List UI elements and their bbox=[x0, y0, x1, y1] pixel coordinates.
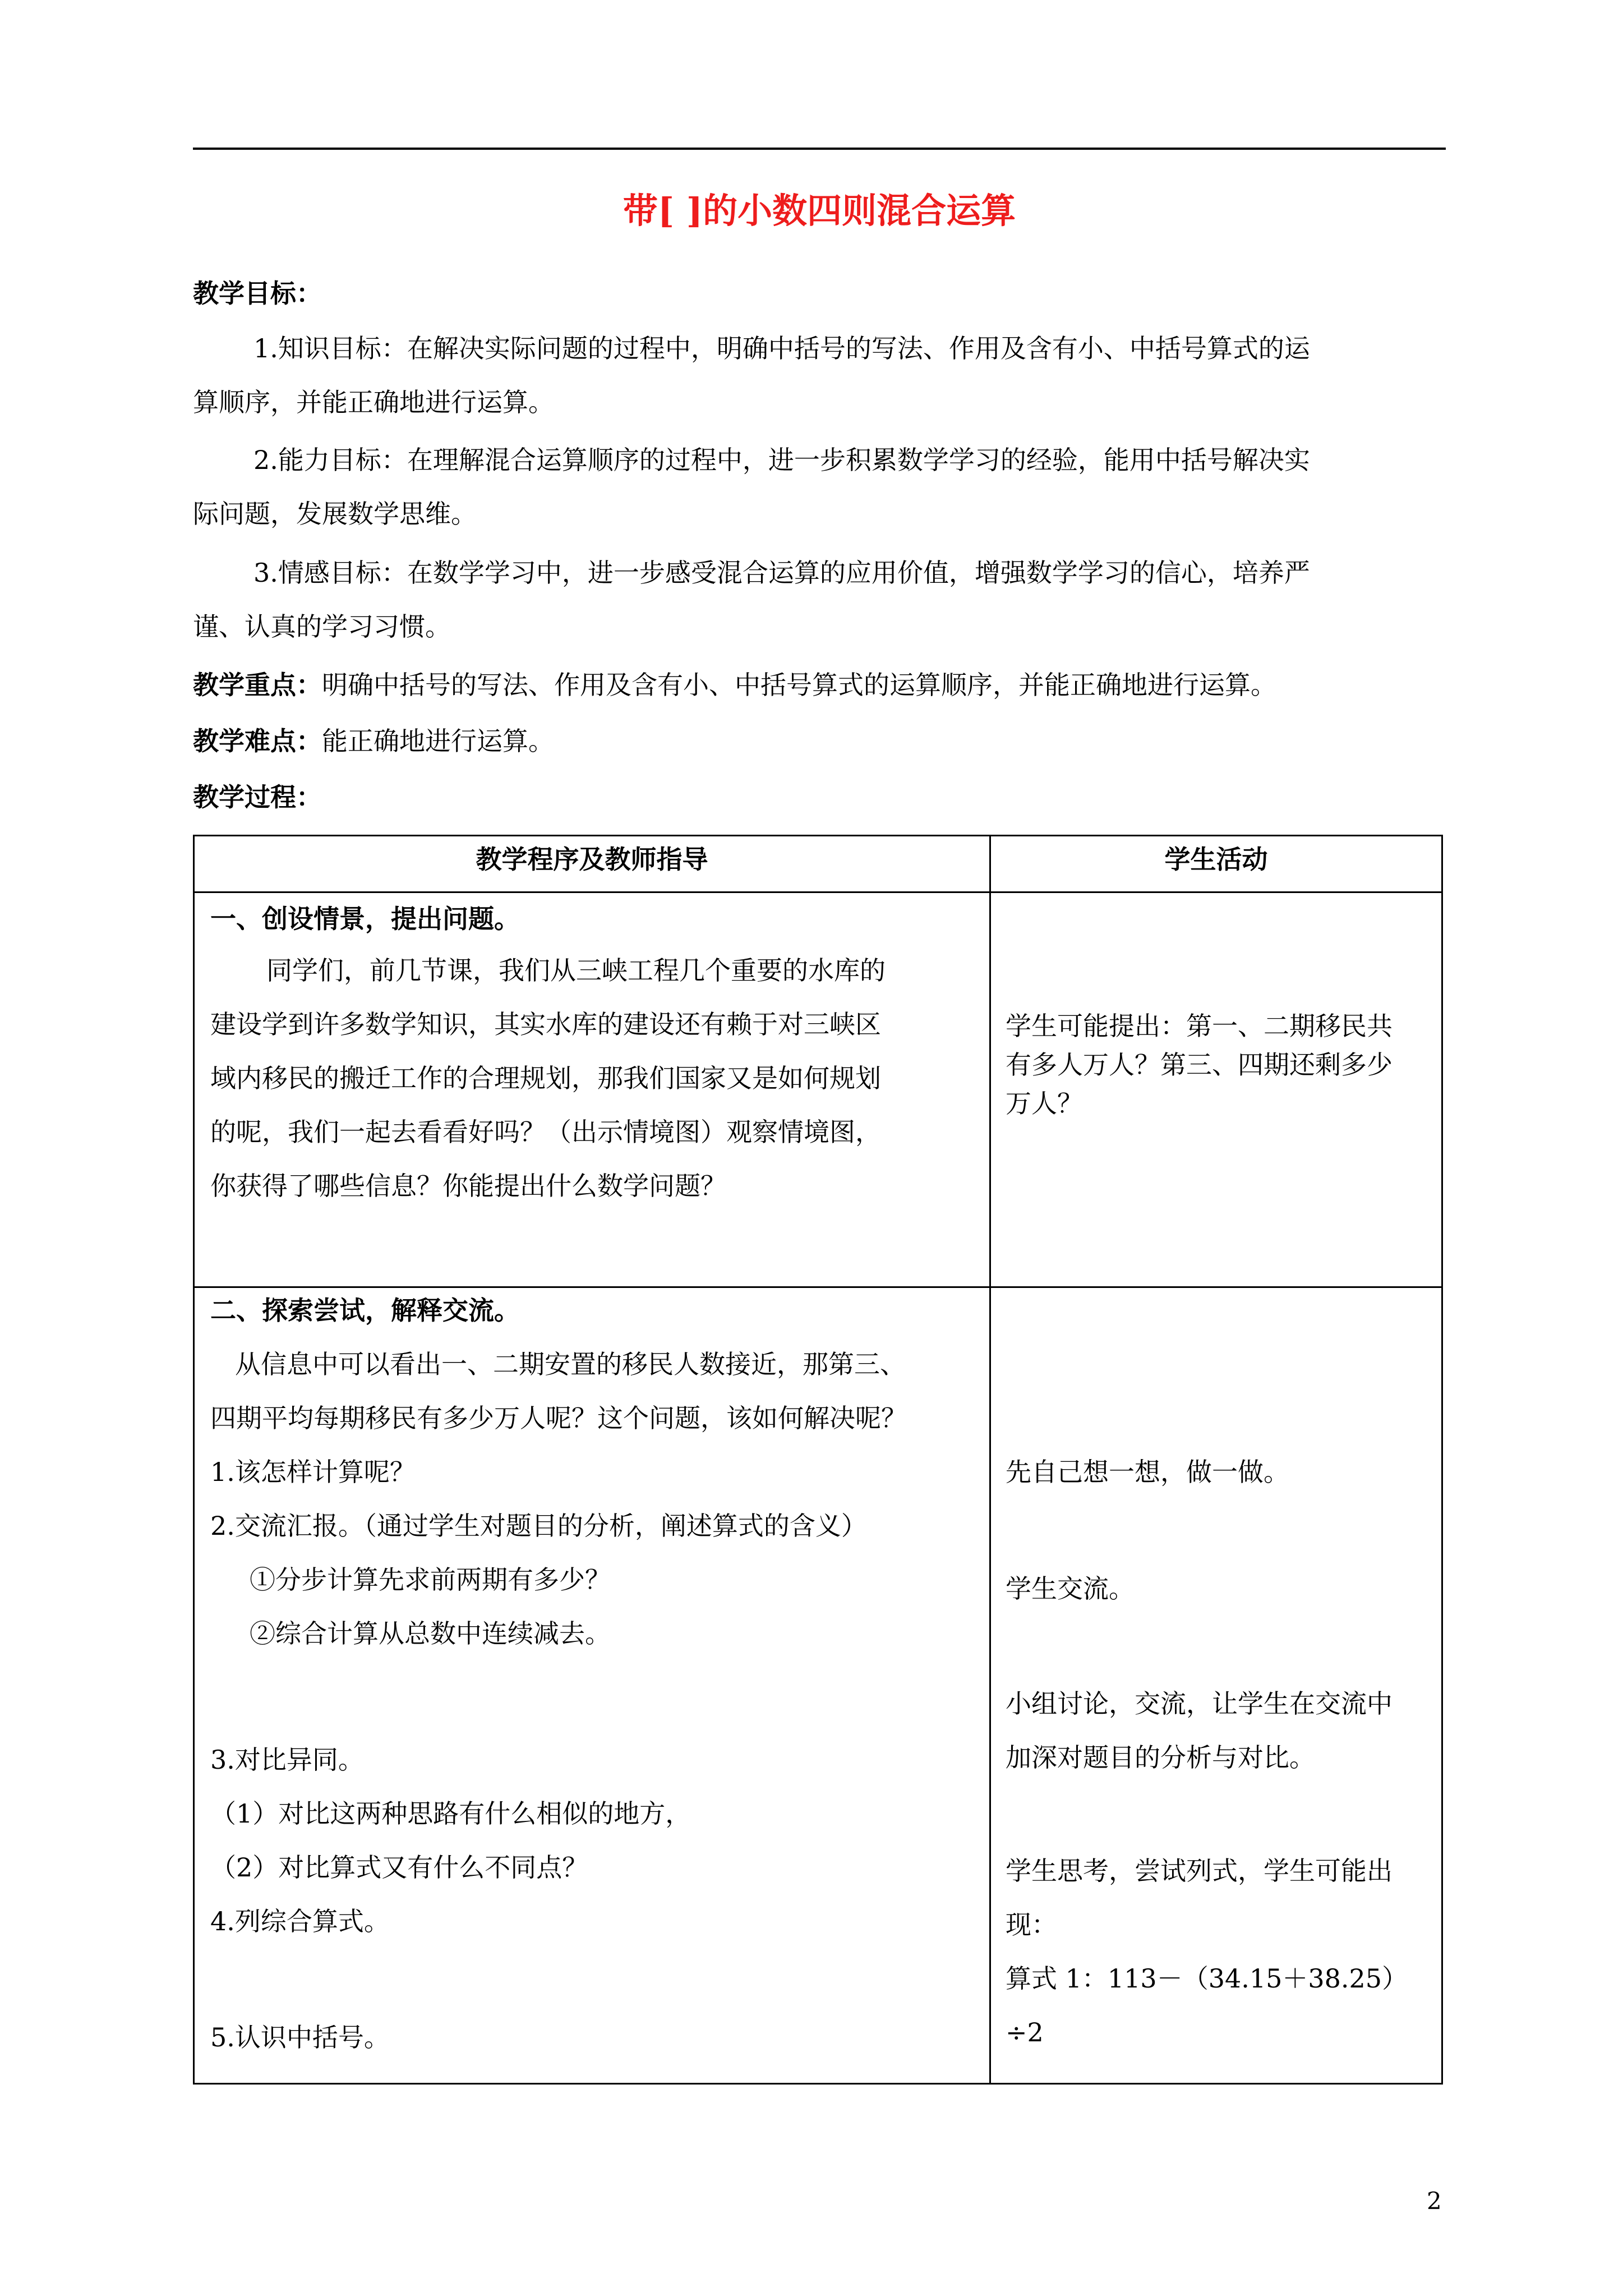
section2-line: 2.交流汇报。（通过学生对题目的分析，阐述算式的含义） bbox=[210, 1511, 867, 1541]
section2-student-line: 先自己想一想，做一做。 bbox=[1006, 1457, 1289, 1487]
section2-student-line: 加深对题目的分析与对比。 bbox=[1006, 1742, 1315, 1773]
difficulty-label: 教学难点： bbox=[193, 726, 322, 756]
section2-line: （1）对比这两种思路有什么相似的地方， bbox=[210, 1798, 691, 1829]
objectives-heading: 教学目标： bbox=[193, 278, 322, 309]
teaching-process-table bbox=[193, 835, 1443, 2085]
objective-3-line-1: 3.情感目标：在数学学习中，进一步感受混合运算的应用价值，增强数学学习的信心，培养严 bbox=[253, 558, 1310, 588]
section2-student-line: ÷2 bbox=[1006, 2017, 1044, 2047]
key-point bbox=[193, 672, 1446, 698]
section1-line: 的呢，我们一起去看看好吗？（出示情境图）观察情境图， bbox=[210, 1117, 881, 1147]
table-header-student: 学生活动 bbox=[990, 836, 1442, 892]
page-title: 带[ ]的小数四则混合运算 bbox=[623, 190, 1016, 231]
section1-student-line: 学生可能提出：第一、二期移民共 bbox=[1006, 1011, 1393, 1041]
section2-heading: 二、探索尝试，解释交流。 bbox=[210, 1295, 520, 1326]
difficulty bbox=[193, 728, 1446, 754]
objective-1-line-2: 算顺序，并能正确地进行运算。 bbox=[193, 387, 554, 417]
section2-line: 5.认识中括号。 bbox=[210, 2022, 390, 2053]
difficulty-text: 能正确地进行运算。 bbox=[322, 726, 554, 756]
objective-2-line-1: 2.能力目标：在理解混合运算顺序的过程中，进一步积累数学学习的经验，能用中括号解决实 bbox=[253, 445, 1310, 475]
section2-student-line: 小组讨论，交流，让学生在交流中 bbox=[1006, 1688, 1393, 1719]
section2-line: 4.列综合算式。 bbox=[210, 1906, 390, 1936]
section1-heading: 一、创设情景，提出问题。 bbox=[210, 904, 520, 934]
key-point-label: 教学重点： bbox=[193, 670, 322, 700]
objective-2-line-2: 际问题，发展数学思维。 bbox=[193, 499, 477, 529]
process-heading: 教学过程： bbox=[193, 782, 322, 812]
section2-student-line: 现： bbox=[1006, 1910, 1057, 1940]
key-point-text: 明确中括号的写法、作用及含有小、中括号算式的运算顺序，并能正确地进行运算。 bbox=[322, 670, 1276, 700]
section2-line: ②综合计算从总数中连续减去。 bbox=[250, 1618, 611, 1649]
section2-student-line: 学生交流。 bbox=[1006, 1573, 1135, 1604]
section2-line: （2）对比算式又有什么不同点？ bbox=[210, 1852, 588, 1883]
page-number: 2 bbox=[1427, 2187, 1442, 2215]
objective-1-line-1: 1.知识目标：在解决实际问题的过程中，明确中括号的写法、作用及含有小、中括号算式的运 bbox=[253, 333, 1310, 364]
section2-line: 1.该怎样计算呢？ bbox=[210, 1457, 416, 1487]
section2-line: 四期平均每期移民有多少万人呢？这个问题，该如何解决呢？ bbox=[210, 1403, 907, 1433]
section2-student-line: 算式 1：113－（34.15＋38.25） bbox=[1006, 1963, 1408, 1994]
section1-student-line: 有多人万人？第三、四期还剩多少 bbox=[1006, 1050, 1393, 1080]
section1-student-line: 万人？ bbox=[1006, 1088, 1083, 1119]
section1-line: 同学们，前几节课，我们从三峡工程几个重要的水库的 bbox=[266, 955, 886, 986]
objective-3-line-2: 谨、认真的学习习惯。 bbox=[193, 611, 451, 642]
section2-student-cell bbox=[990, 1287, 1442, 2084]
section1-line: 你获得了哪些信息？你能提出什么数学问题？ bbox=[210, 1171, 726, 1201]
section2-line: 从信息中可以看出一、二期安置的移民人数接近，那第三、 bbox=[235, 1349, 906, 1379]
section2-line: ①分步计算先求前两期有多少？ bbox=[250, 1565, 611, 1595]
section2-line: 3.对比异同。 bbox=[210, 1745, 364, 1775]
section1-line: 域内移民的搬迁工作的合理规划，那我们国家又是如何规划 bbox=[210, 1063, 881, 1093]
section1-line: 建设学到许多数学知识，其实水库的建设还有赖于对三峡区 bbox=[210, 1009, 881, 1039]
section1-teacher-cell bbox=[194, 892, 990, 1287]
section2-teacher-cell bbox=[194, 1287, 990, 2084]
header-rule bbox=[193, 148, 1446, 150]
section1-student-cell bbox=[990, 892, 1442, 1287]
section2-student-line: 学生思考，尝试列式，学生可能出 bbox=[1006, 1856, 1393, 1886]
table-header-teacher: 教学程序及教师指导 bbox=[194, 836, 990, 892]
